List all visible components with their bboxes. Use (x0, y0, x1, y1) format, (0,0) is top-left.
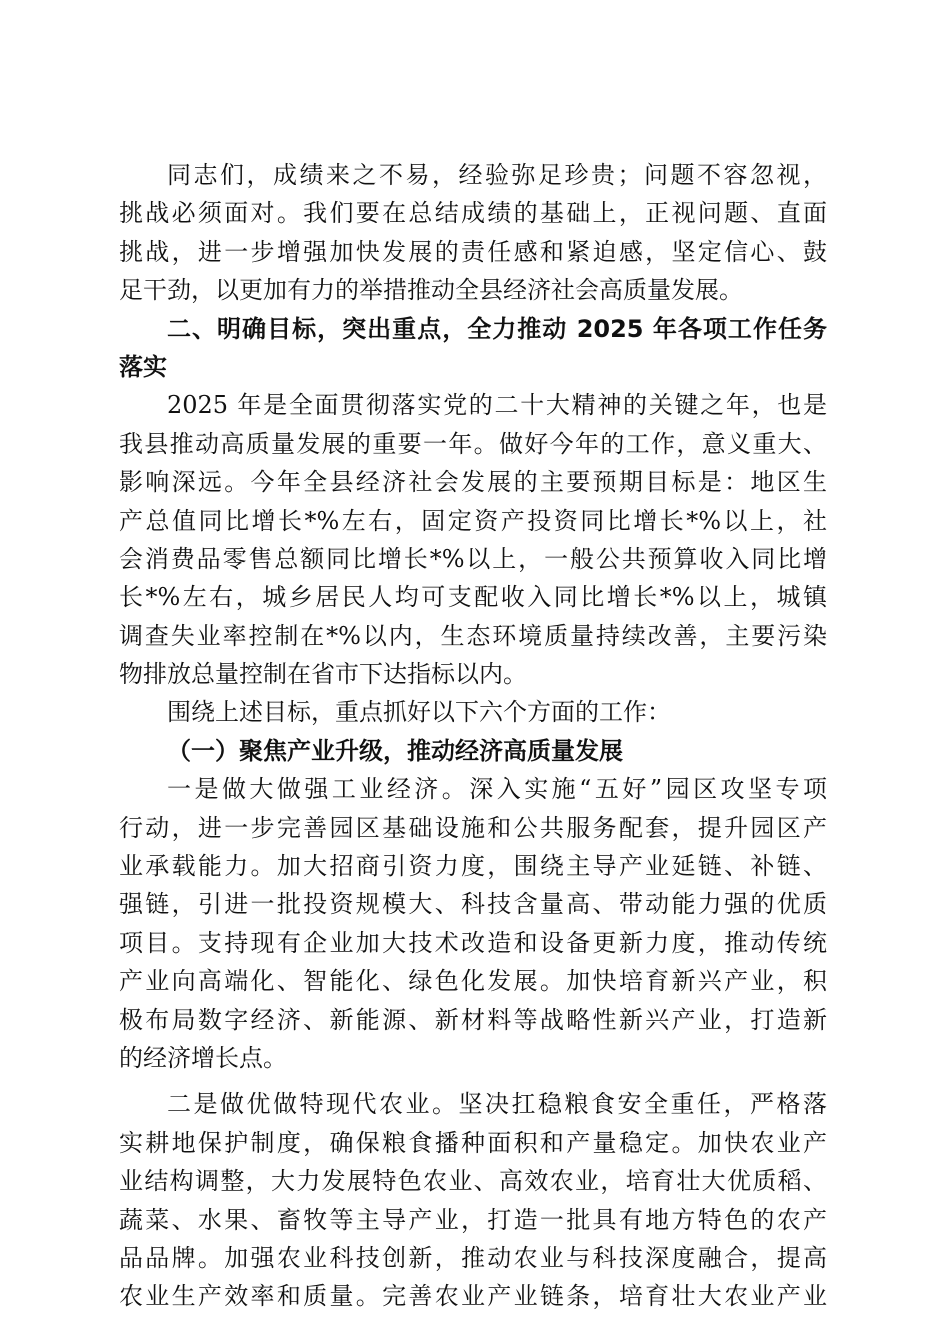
text-line: 围绕上述目标，重点抓好以下六个方面的工作： (167, 698, 671, 727)
document-page (119, 156, 827, 1316)
text-line: 行动，进一步完善园区基础设施和公共服务配套，提升园区产 (119, 813, 827, 842)
text-line: 的经济增长点。 (119, 1043, 287, 1072)
text-line: 业结构调整，大力发展特色农业、高效农业，培育壮大优质稻、 (119, 1167, 827, 1196)
paragraph-goals (119, 386, 827, 693)
text-line: 蔬菜、水果、畜牧等主导产业，打造一批具有地方特色的农产 (119, 1205, 827, 1234)
text-line: 业承载能力。加大招商引资力度，围绕主导产业延链、补链、 (119, 852, 827, 881)
text-line: 足干劲，以更加有力的举措推动全县经济社会高质量发展。 (119, 276, 743, 305)
paragraph-conclusion (119, 156, 827, 310)
paragraph-intro-six-tasks (119, 693, 827, 731)
paragraph-agriculture (119, 1085, 827, 1315)
text-line: 极布局数字经济、新能源、新材料等战略性新兴产业，打造新 (119, 1005, 827, 1034)
text-line: 强链，引进一批投资规模大、科技含量高、带动能力强的优质 (119, 890, 827, 919)
text-line: 农业生产效率和质量。完善农业产业链条，培育壮大农业产业 (119, 1282, 827, 1311)
text-line: 调查失业率控制在*%以内，生态环境质量持续改善，主要污染 (119, 621, 827, 650)
text-line: 物排放总量控制在省市下达指标以内。 (119, 660, 527, 689)
text-line: 影响深远。今年全县经济社会发展的主要预期目标是：地区生 (119, 468, 827, 497)
paragraph-industry (119, 770, 827, 1077)
text-line: 产总值同比增长*%左右，固定资产投资同比增长*%以上，社 (119, 506, 827, 535)
text-line: 我县推动高质量发展的重要一年。做好今年的工作，意义重大、 (119, 429, 827, 458)
text-line: 2025 年是全面贯彻落实党的二十大精神的关键之年，也是 (167, 391, 827, 420)
text-line: 挑战必须面对。我们要在总结成绩的基础上，正视问题、直面 (119, 199, 827, 228)
text-line: 同志们，成绩来之不易，经验弥足珍贵；问题不容忽视， (167, 161, 827, 189)
text-line: 项目。支持现有企业加大技术改造和设备更新力度，推动传统 (119, 928, 827, 957)
heading-line: 二、明确目标，突出重点，全力推动 2025 年各项工作任务 (167, 314, 827, 343)
text-line: 一是做大做强工业经济。深入实施“五好”园区攻坚专项 (167, 775, 827, 804)
text-line: 二是做优做特现代农业。坚决扛稳粮食安全重任，严格落 (167, 1090, 827, 1119)
text-line: 实耕地保护制度，确保粮食播种面积和产量稳定。加快农业产 (119, 1128, 827, 1157)
text-line: 产业向高端化、智能化、绿色化发展。加快培育新兴产业，积 (119, 967, 827, 996)
subheading-line: （一）聚焦产业升级，推动经济高质量发展 (167, 735, 623, 765)
heading-line: 落实 (119, 352, 167, 381)
subsection-heading-1 (119, 732, 827, 770)
text-line: 会消费品零售总额同比增长*%以上，一般公共预算收入同比增 (119, 544, 827, 573)
text-line: 品品牌。加强农业科技创新，推动农业与科技深度融合，提高 (119, 1243, 827, 1272)
section-heading-2 (119, 310, 827, 387)
text-line: 长*%左右，城乡居民人均可支配收入同比增长*%以上，城镇 (119, 583, 827, 612)
text-line: 挑战，进一步增强加快发展的责任感和紧迫感，坚定信心、鼓 (119, 237, 827, 266)
